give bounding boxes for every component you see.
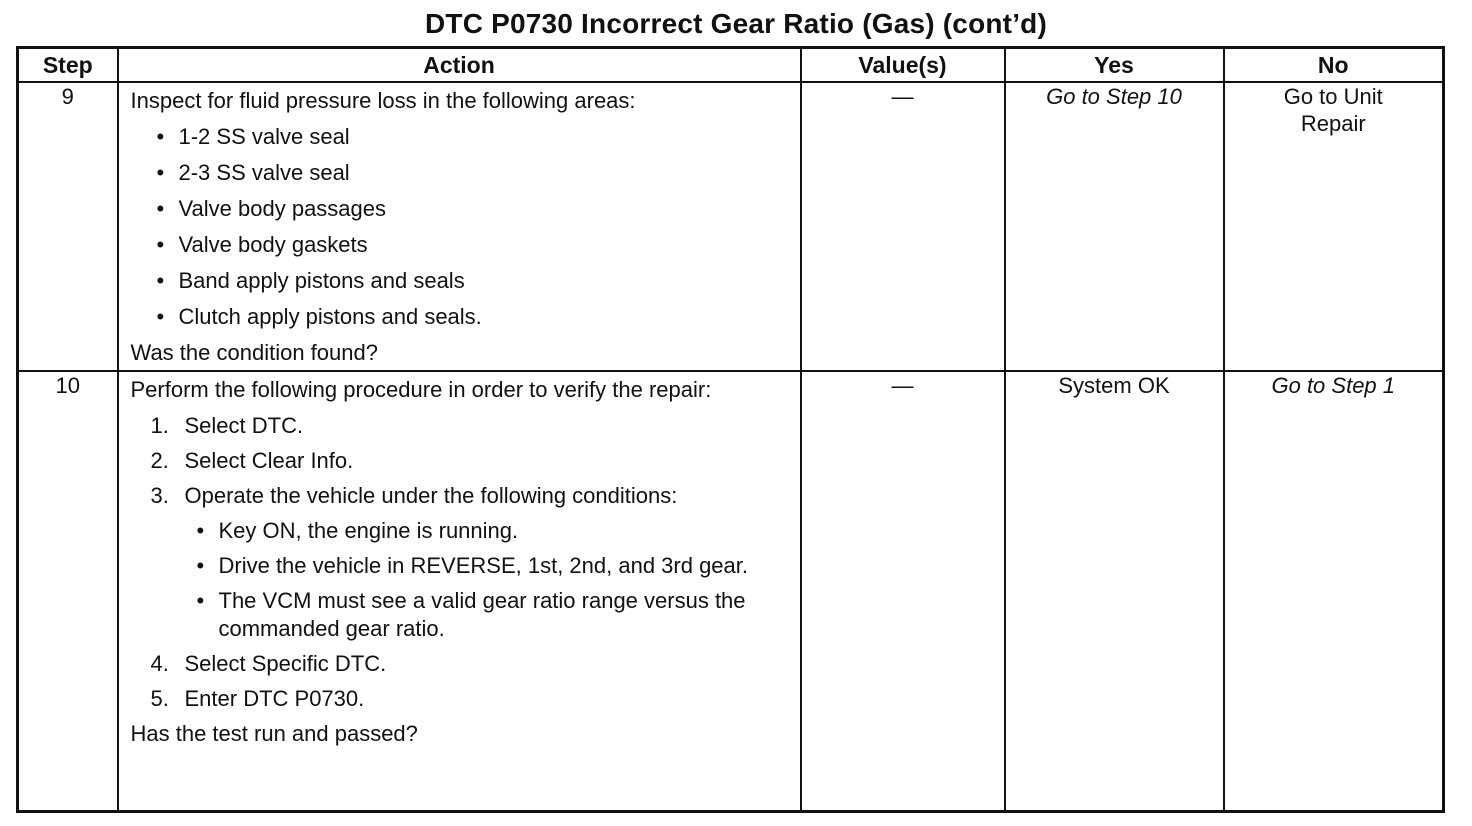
step-text: Operate the vehicle under the following conditions:	[184, 483, 678, 508]
header-values: Value(s)	[801, 48, 1005, 83]
value-cell: —	[801, 82, 1005, 371]
action-question: Has the test run and passed?	[130, 721, 418, 746]
action-intro: Perform the following procedure in order to verify the repair:	[130, 377, 712, 402]
table-row-step-10	[18, 371, 1444, 812]
action-intro: Inspect for fluid pressure loss in the following areas:	[130, 88, 636, 113]
list-item: • Drive the vehicle in REVERSE, 1st, 2nd, and 3rd gear.	[185, 552, 790, 580]
header-step: Step	[18, 48, 118, 83]
list-item	[151, 685, 790, 713]
step-number: 9	[18, 82, 118, 371]
step-text: Select Clear Info.	[184, 448, 354, 473]
no-result-line-1: Go to Unit	[1283, 84, 1383, 109]
procedure-list	[131, 412, 790, 713]
no-cell	[1224, 82, 1444, 371]
list-item: • Valve body gaskets	[155, 231, 790, 259]
header-yes: Yes	[1005, 48, 1224, 83]
inspection-list	[131, 123, 790, 331]
step-index: 5.	[150, 686, 169, 711]
action-cell	[118, 371, 801, 812]
yes-cell	[1005, 82, 1224, 371]
step-text: Select Specific DTC.	[184, 651, 387, 676]
action-question: Was the condition found?	[130, 340, 378, 365]
no-result: Go to Step 1	[1271, 373, 1396, 398]
header-row	[18, 48, 1444, 83]
yes-result: System OK	[1058, 373, 1170, 398]
page-title: DTC P0730 Incorrect Gear Ratio (Gas) (cont’d)	[424, 8, 1048, 39]
no-result-line-2: Repair	[1300, 111, 1366, 136]
step-index: 3.	[150, 483, 169, 508]
step-index: 2.	[150, 448, 169, 473]
action-cell	[118, 82, 801, 371]
list-item: • Clutch apply pistons and seals.	[155, 303, 790, 331]
list-item	[151, 412, 790, 440]
list-item: • Key ON, the engine is running.	[185, 517, 790, 545]
step-index: 1.	[150, 413, 169, 438]
list-item	[151, 482, 790, 643]
header-no: No	[1224, 48, 1444, 83]
value-cell: —	[801, 371, 1005, 812]
yes-cell	[1005, 371, 1224, 812]
list-item: • Valve body passages	[155, 195, 790, 223]
list-item: • 1-2 SS valve seal	[155, 123, 790, 151]
yes-result: Go to Step 10	[1046, 84, 1182, 109]
condition-list	[185, 517, 790, 643]
step-number: 10	[18, 371, 118, 812]
list-item: • The VCM must see a valid gear ratio range versus the commanded gear ratio.	[185, 587, 790, 643]
step-index: 4.	[150, 651, 169, 676]
no-cell	[1224, 371, 1444, 812]
list-item: • Band apply pistons and seals	[155, 267, 790, 295]
table-row-step-9	[18, 82, 1444, 371]
step-text: Enter DTC P0730.	[184, 686, 365, 711]
list-item: • 2-3 SS valve seal	[155, 159, 790, 187]
step-text: Select DTC.	[184, 413, 304, 438]
diagnostic-table	[16, 46, 1445, 813]
list-item	[151, 650, 790, 678]
list-item	[151, 447, 790, 475]
header-action: Action	[118, 48, 801, 83]
